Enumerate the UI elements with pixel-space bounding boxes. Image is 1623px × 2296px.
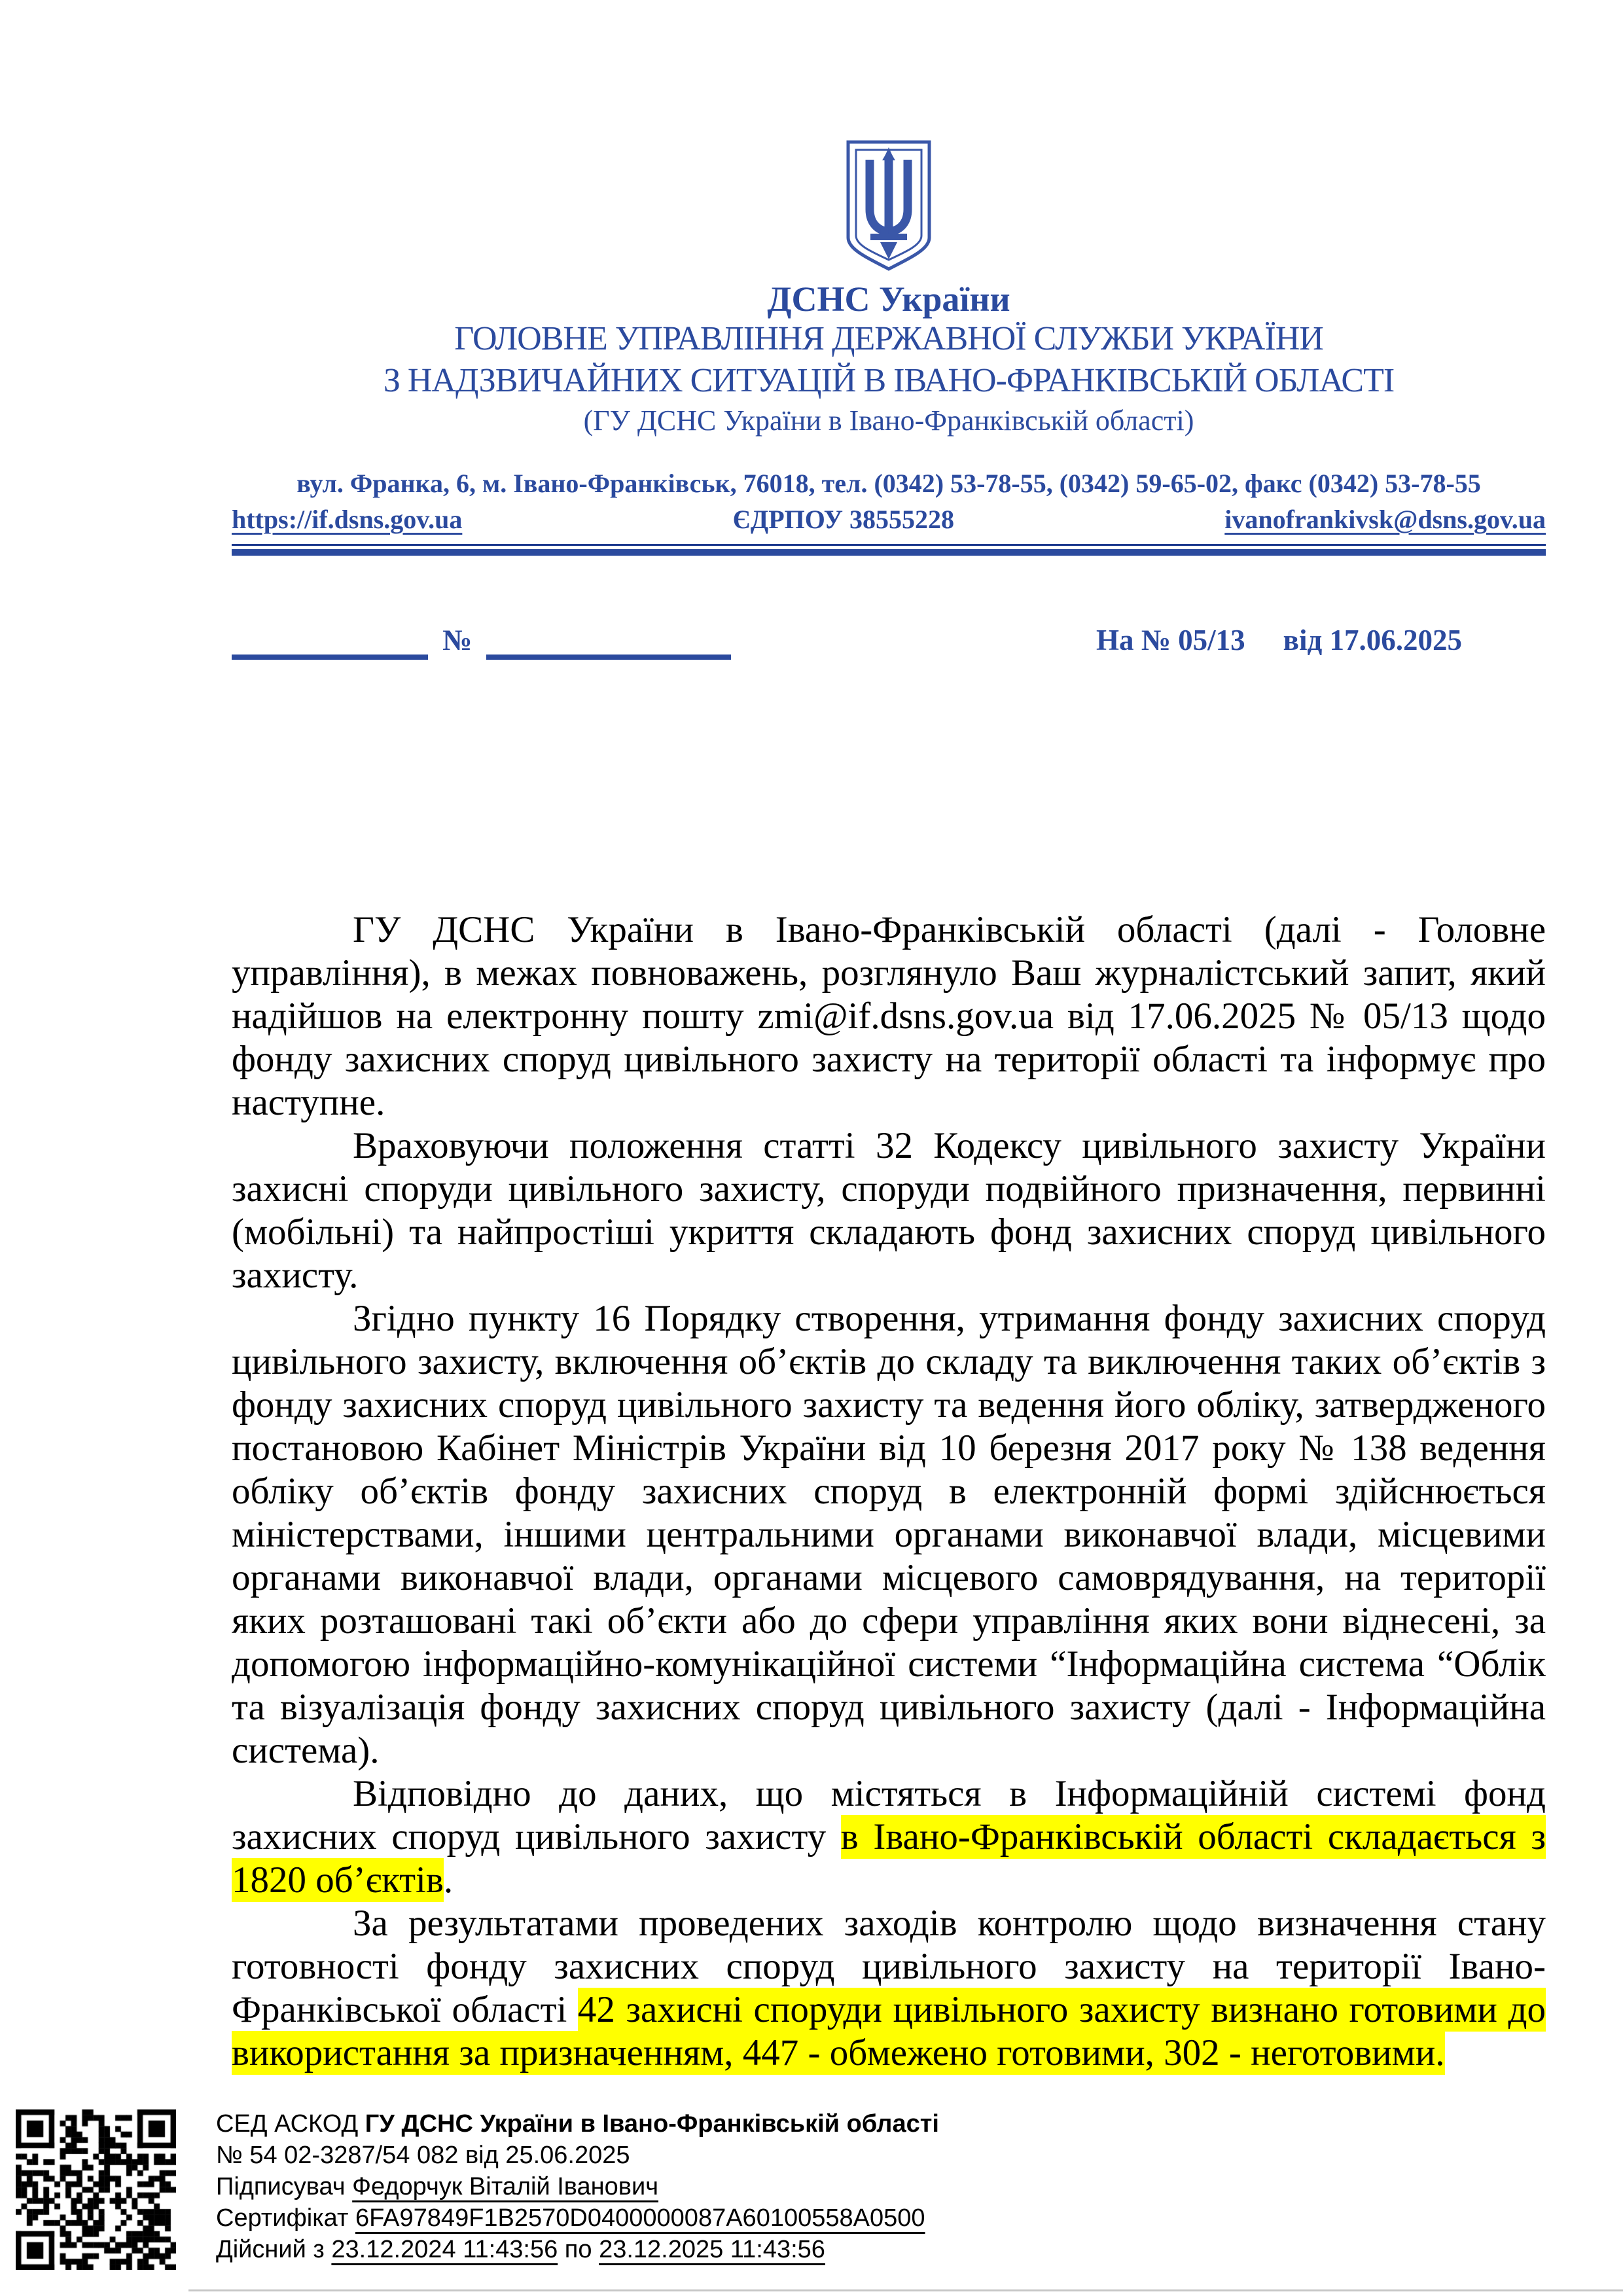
signature-label: ГУ ДСНС України в Івано-Франківській області: [365, 2110, 939, 2138]
signature-info: [216, 2108, 939, 2265]
qr-code: [16, 2109, 176, 2270]
address-line: вул. Франка, 6, м. Івано-Франківськ, 76018, тел. (0342) 53-78-55, (0342) 59-65-02, факс (0342) 53-78-55: [296, 469, 1481, 498]
paragraph-text: .: [443, 1859, 454, 1901]
letterhead: [232, 139, 1546, 556]
signature-value: 23.12.2024 11:43:56: [331, 2236, 558, 2263]
edrpou-code: ЄДРПОУ 38555228: [732, 505, 955, 534]
incoming-reference: [1096, 620, 1546, 660]
signature-value: 23.12.2025 11:43:56: [599, 2236, 825, 2263]
header-divider-thin: [232, 544, 1546, 546]
validity-line: [216, 2234, 939, 2265]
signature-label: № 54 02-3287/54 082 від 25.06.2025: [216, 2142, 630, 2169]
paragraph-text: ГУ ДСНС України в Івано-Франківській області (далі - Головне управління), в межах повноважень, розглянуло Ваш журналістський запит, який надійшов на електронну пошту zmi@if.dsns.gov.ua від 17.06.2025 № 05/13 щодо фонду захисних споруд цивільного захисту на території області та інформує про наступне.: [232, 909, 1546, 1123]
ukraine-trident-emblem-icon: [840, 139, 938, 274]
signature-stamp: [0, 2104, 1623, 2296]
body-paragraphs: [232, 908, 1546, 2075]
paragraph: [232, 1902, 1546, 2075]
email-link[interactable]: ivanofrankivsk@dsns.gov.ua: [1224, 505, 1546, 534]
org-name-line-2: З НАДЗВИЧАЙНИХ СИТУАЦІЙ В ІВАНО-ФРАНКІВСЬКІЙ ОБЛАСТІ: [383, 362, 1395, 399]
contacts-row: [232, 504, 1546, 535]
org-name-line-1: ГОЛОВНЕ УПРАВЛІННЯ ДЕРЖАВНОЇ СЛУЖБИ УКРАЇНИ: [454, 320, 1323, 357]
paragraph: [232, 1124, 1546, 1297]
reference-row: [232, 620, 1546, 660]
signature-label: Сертифікат: [216, 2204, 355, 2232]
highlighted-text: 42 захисні споруди цивільного захисту визнано готовими до використання за призначенням, 447 - обмежено готовими, 302 - неготовими.: [232, 1989, 1546, 2073]
signature-label: Дійсний з: [216, 2236, 332, 2263]
website-link[interactable]: https://if.dsns.gov.ua: [232, 505, 463, 534]
doc-number-line: [216, 2140, 939, 2171]
outgoing-date-blank: [486, 620, 731, 660]
outgoing-number-blank: [232, 620, 428, 660]
org-short-name: ДСНС України: [767, 279, 1010, 319]
paragraph: [232, 908, 1546, 1124]
org-name-abbreviation: (ГУ ДСНС України в Івано-Франківській області): [583, 404, 1194, 437]
signature-label: СЕД АСКОД: [216, 2110, 365, 2138]
reply-to-date: від 17.06.2025: [1283, 624, 1462, 656]
signature-value: Федорчук Віталій Іванович: [352, 2173, 659, 2200]
number-sign: №: [442, 624, 473, 656]
paragraph-text: Згідно пункту 16 Порядку створення, утримання фонду захисних споруд цивільного захисту, включення об’єктів до складу та виключення таких об’єктів з фонду захисних споруд цивільного захисту та ведення його обліку, затвердженого постановою Кабінет Міністрів України від 10 березня 2017 року № 138 ведення обліку об’єктів фонду захисних споруд в електронній формі здійснюється міністерствами, іншими центральними органами виконавчої влади, місцевими органами виконавчої влади, органами місцевого самоврядування, на території яких розташовані такі об’єкти або до сфери управління яких вони віднесені, за допомогою інформаційно-комунікаційної системи “Інформаційна система “Облік та візуалізація фонду захисних споруд цивільного захисту (далі - Інформаційна система).: [232, 1298, 1546, 1771]
signer-line: [216, 2171, 939, 2202]
paragraph-text: Відповідно до даних, що містяться в Інформаційній системі фонд захисних споруд цивільного захисту: [232, 1773, 1546, 1857]
paragraph-text: За результатами проведених заходів контролю щодо визначення стану готовності фонду захисних споруд цивільного захисту на території Івано-Франківської області: [232, 1903, 1546, 2030]
certificate-line: [216, 2202, 939, 2234]
reply-to-number: На № 05/13: [1096, 624, 1245, 656]
header-divider-thick: [232, 549, 1546, 556]
paragraph: [232, 1772, 1546, 1902]
paragraph-text: Враховуючи положення статті 32 Кодексу цивільного захисту України захисні споруди цивільного захисту, споруди подвійного призначення, первинні (мобільні) та найпростіші укриття складають фонд захисних споруд цивільного захисту.: [232, 1125, 1546, 1296]
signature-label: Підписувач: [216, 2173, 353, 2200]
paragraph: [232, 1297, 1546, 1772]
signature-value: 6FA97849F1B2570D0400000087A60100558A0500: [355, 2204, 925, 2232]
page-bottom-edge-line: [188, 2289, 1623, 2291]
signature-label: по: [558, 2236, 599, 2263]
highlighted-text: в Івано-Франківській області складається з 1820 об’єктів: [232, 1816, 1546, 1901]
sed-system-line: [216, 2108, 939, 2140]
